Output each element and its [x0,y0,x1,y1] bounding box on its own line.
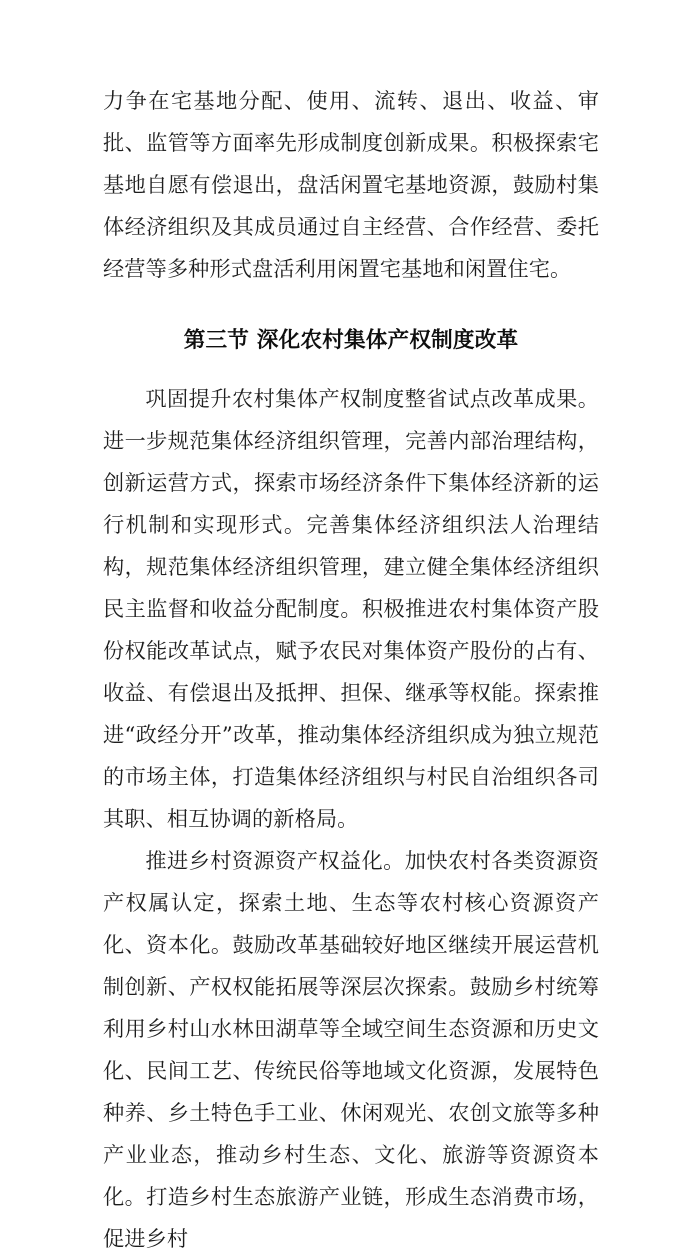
spacer-after-heading [103,362,599,378]
spacer-before-heading [103,290,599,320]
paragraph-collective-property-rights-reform: 巩固提升农村集体产权制度整省试点改革成果。进一步规范集体经济组织管理，完善内部治理结构，创新运营方式，探索市场经济条件下集体经济新的运行机制和实现形式。完善集体经济组织法人治理结构，规范集体经济组织管理，建立健全集体经济组织民主监督和收益分配制度。积极推进农村集体资产股份权能改革试点，赋予农民对集体资产股份的占有、收益、有偿退出及抵押、担保、继承等权能。探索推进“政经分开”改革，推动集体经济组织成为独立规范的市场主体，打造集体经济组织与村民自治组织各司其职、相互协调的新格局。 [103,386,599,831]
paragraph-continued-from-previous-page: 力争在宅基地分配、使用、流转、退出、收益、审批、监管等方面率先形成制度创新成果。积极探索宅基地自愿有偿退出，盘活闲置宅基地资源，鼓励村集体经济组织及其成员通过自主经营、合作经营、委托经营等多种形式盘活利用闲置宅基地和闲置住宅。 [103,88,599,281]
section-heading: 第三节 深化农村集体产权制度改革 [183,328,519,353]
paragraph-rural-resource-asset-rights: 推进乡村资源资产权益化。加快农村各类资源资产权属认定，探索土地、生态等农村核心资源资产化、资本化。鼓励改革基础较好地区继续开展运营机制创新、产权权能拓展等深层次探索。鼓励乡村统筹利用乡村山水林田湖草等全域空间生态资源和历史文化、民间工艺、传统民俗等地域文化资源，发展特色种养、乡土特色手工业、休闲观光、农创文旅等多种产业业态，推动乡村生态、文化、旅游等资源资本化。打造乡村生态旅游产业链，形成生态消费市场，促进乡村 [103,848,599,1251]
text-column [103,80,599,1260]
